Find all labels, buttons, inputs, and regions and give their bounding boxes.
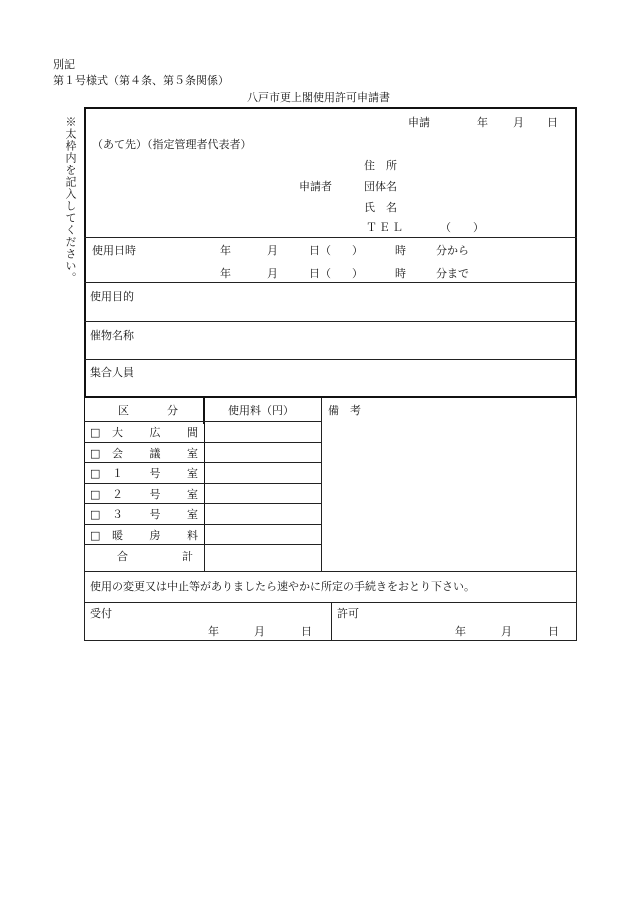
checkbox-icon[interactable]: □ [90,508,101,521]
side-note: ※太枠内を記入してください。 [64,116,77,284]
fee-row-char: 広 [149,426,161,439]
tel-label: ＴＥＬ [366,221,405,234]
frame-bottom [84,640,577,641]
fee-row [84,525,322,546]
fee-row-char: 議 [149,446,161,460]
fee-row-char: 号 [149,487,161,501]
addressee: （あて先）（指定管理者代表者） [92,138,252,151]
reception-month: 月 [254,625,265,638]
from-minute: 分から [436,244,469,257]
apply-day: 日 [547,116,558,129]
fee-row [84,443,322,464]
fee-label: 使用料（円） [228,404,294,417]
fee-row-label [112,530,198,541]
permit-month: 月 [501,625,512,638]
total-label [117,551,193,562]
divider-datetime [84,282,577,283]
name-label: 氏 名 [364,201,397,214]
fee-row-char: 号 [149,467,161,480]
to-month: 月 [267,267,278,280]
form-number: 第１号様式（第４条、第５条関係） [53,74,229,87]
permit-year: 年 [455,625,466,638]
tel-paren: （ ） [440,221,484,234]
reception-label: 受付 [90,607,112,620]
datetime-label: 使用日時 [92,244,136,257]
to-year: 年 [220,267,231,280]
apply-year: 年 [477,116,488,129]
address-label: 住 所 [364,159,397,172]
fee-row [84,504,322,525]
remarks-label: 備 考 [328,404,361,417]
section-label [118,405,178,416]
divider-applicant [84,237,577,238]
fee-row-char: 暖 [112,528,123,542]
fee-row-char: 室 [187,508,198,521]
fee-row-char: 房 [149,528,161,542]
event-label: 催物名称 [90,329,134,342]
divider-event [84,359,577,360]
fee-row-label [112,427,198,438]
org-label: 団体名 [364,180,397,193]
divider-footer [331,602,332,640]
fee-row-char: ２ [112,487,123,501]
form-title: 八戸市更上閣使用許可申請書 [247,91,390,104]
checkbox-icon[interactable]: □ [90,426,101,439]
total-char-1: 合 [117,550,128,563]
fee-row [84,484,322,505]
to-paren-close: ） [352,267,363,280]
checkbox-icon[interactable]: □ [90,446,101,460]
from-year: 年 [220,244,231,257]
reception-year: 年 [208,625,219,638]
total-char-2: 計 [182,550,193,563]
fee-row-char: 室 [187,446,198,460]
applicant-label: 申請者 [299,180,332,193]
form-category: 別記 [53,58,75,71]
fee-row-label [112,468,198,479]
section-char-2: 分 [167,404,178,417]
fee-row-label [112,489,198,500]
fee-row-char: 室 [187,467,198,480]
fee-row-label [112,448,198,459]
to-minute: 分まで [436,267,469,280]
checkbox-icon[interactable]: □ [90,487,101,501]
permit-label: 許可 [337,607,359,620]
from-day: 日（ [309,244,331,257]
fee-row-divider [84,544,322,545]
fee-row-char: 料 [187,528,198,542]
fee-row-char: 会 [112,446,123,460]
fee-row-char: 室 [187,487,198,501]
notice-text: 使用の変更又は中止等がありましたら速やかに所定の手続きをおとり下さい。 [90,580,475,593]
fee-row-char: 間 [187,426,198,439]
fee-row-char: ３ [112,508,123,521]
checkbox-icon[interactable]: □ [90,467,101,480]
divider-purpose [84,321,577,322]
from-hour: 時 [395,244,406,257]
fee-row-label [112,509,198,520]
to-hour: 時 [395,267,406,280]
apply-month: 月 [513,116,524,129]
to-day: 日（ [309,267,331,280]
fee-row-char: 大 [112,426,123,439]
checkbox-icon[interactable]: □ [90,528,101,542]
fee-row [84,422,322,443]
divider-fees [84,571,577,572]
fee-row-char: 号 [149,508,161,521]
fee-row [84,463,322,484]
people-label: 集合人員 [90,366,134,379]
permit-day: 日 [548,625,559,638]
reception-day: 日 [301,625,312,638]
from-paren-close: ） [352,244,363,257]
from-month: 月 [267,244,278,257]
apply-date-label: 申請 [408,116,430,129]
purpose-label: 使用目的 [90,290,134,303]
fee-row-char: １ [112,467,123,480]
section-char-1: 区 [118,404,129,417]
